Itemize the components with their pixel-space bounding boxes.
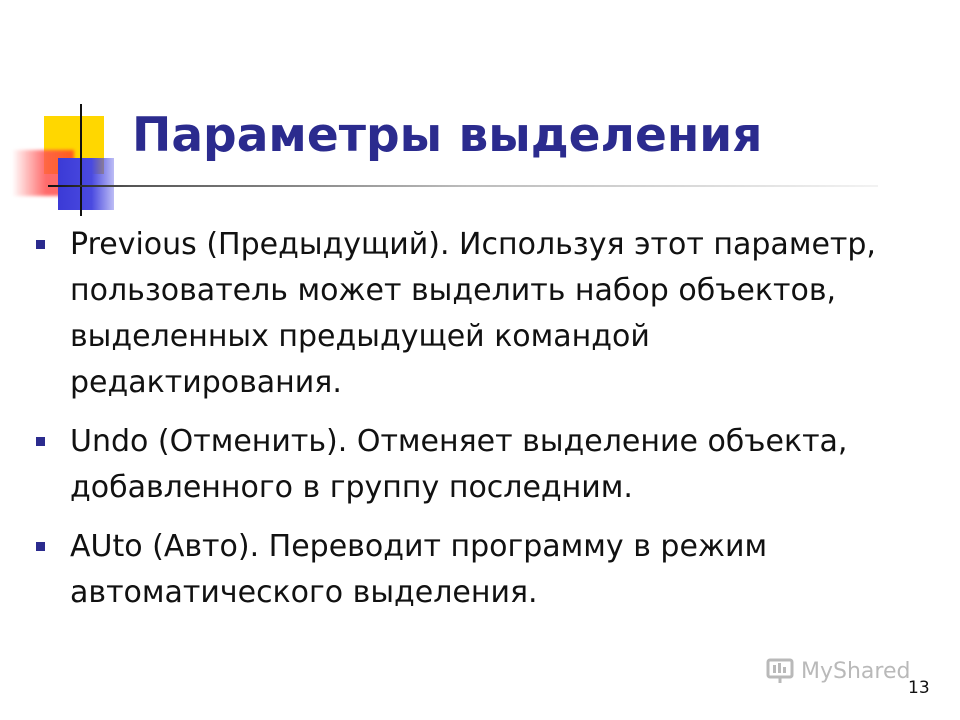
logo-vertical-line [80, 104, 82, 216]
bullet-item-previous [30, 222, 910, 406]
page-number: 13 [908, 678, 930, 698]
bullet-item-auto [30, 524, 910, 616]
logo-blue-square [58, 158, 114, 210]
watermark-text: MyShared [801, 658, 911, 684]
bullet-text: Undo (Отменить). Отменяет выделение объекта, добавленного в группу последним. [70, 424, 848, 505]
presentation-board-icon [765, 656, 795, 686]
bullet-item-undo [30, 419, 910, 511]
bullet-square-icon [36, 437, 45, 446]
title-underline [48, 185, 878, 187]
title-decoration-logo [0, 100, 120, 220]
bullet-list [30, 222, 910, 629]
myshared-watermark [765, 656, 910, 686]
bullet-square-icon [36, 240, 45, 249]
slide-title: Параметры выделения [132, 108, 763, 163]
bullet-text: Previous (Предыдущий). Используя этот параметр, пользователь может выделить набор объектов, выделенных предыдущей командой редактирования. [70, 227, 876, 400]
bullet-text: AUto (Авто). Переводит программу в режим автоматического выделения. [70, 529, 768, 610]
bullet-square-icon [36, 542, 45, 551]
